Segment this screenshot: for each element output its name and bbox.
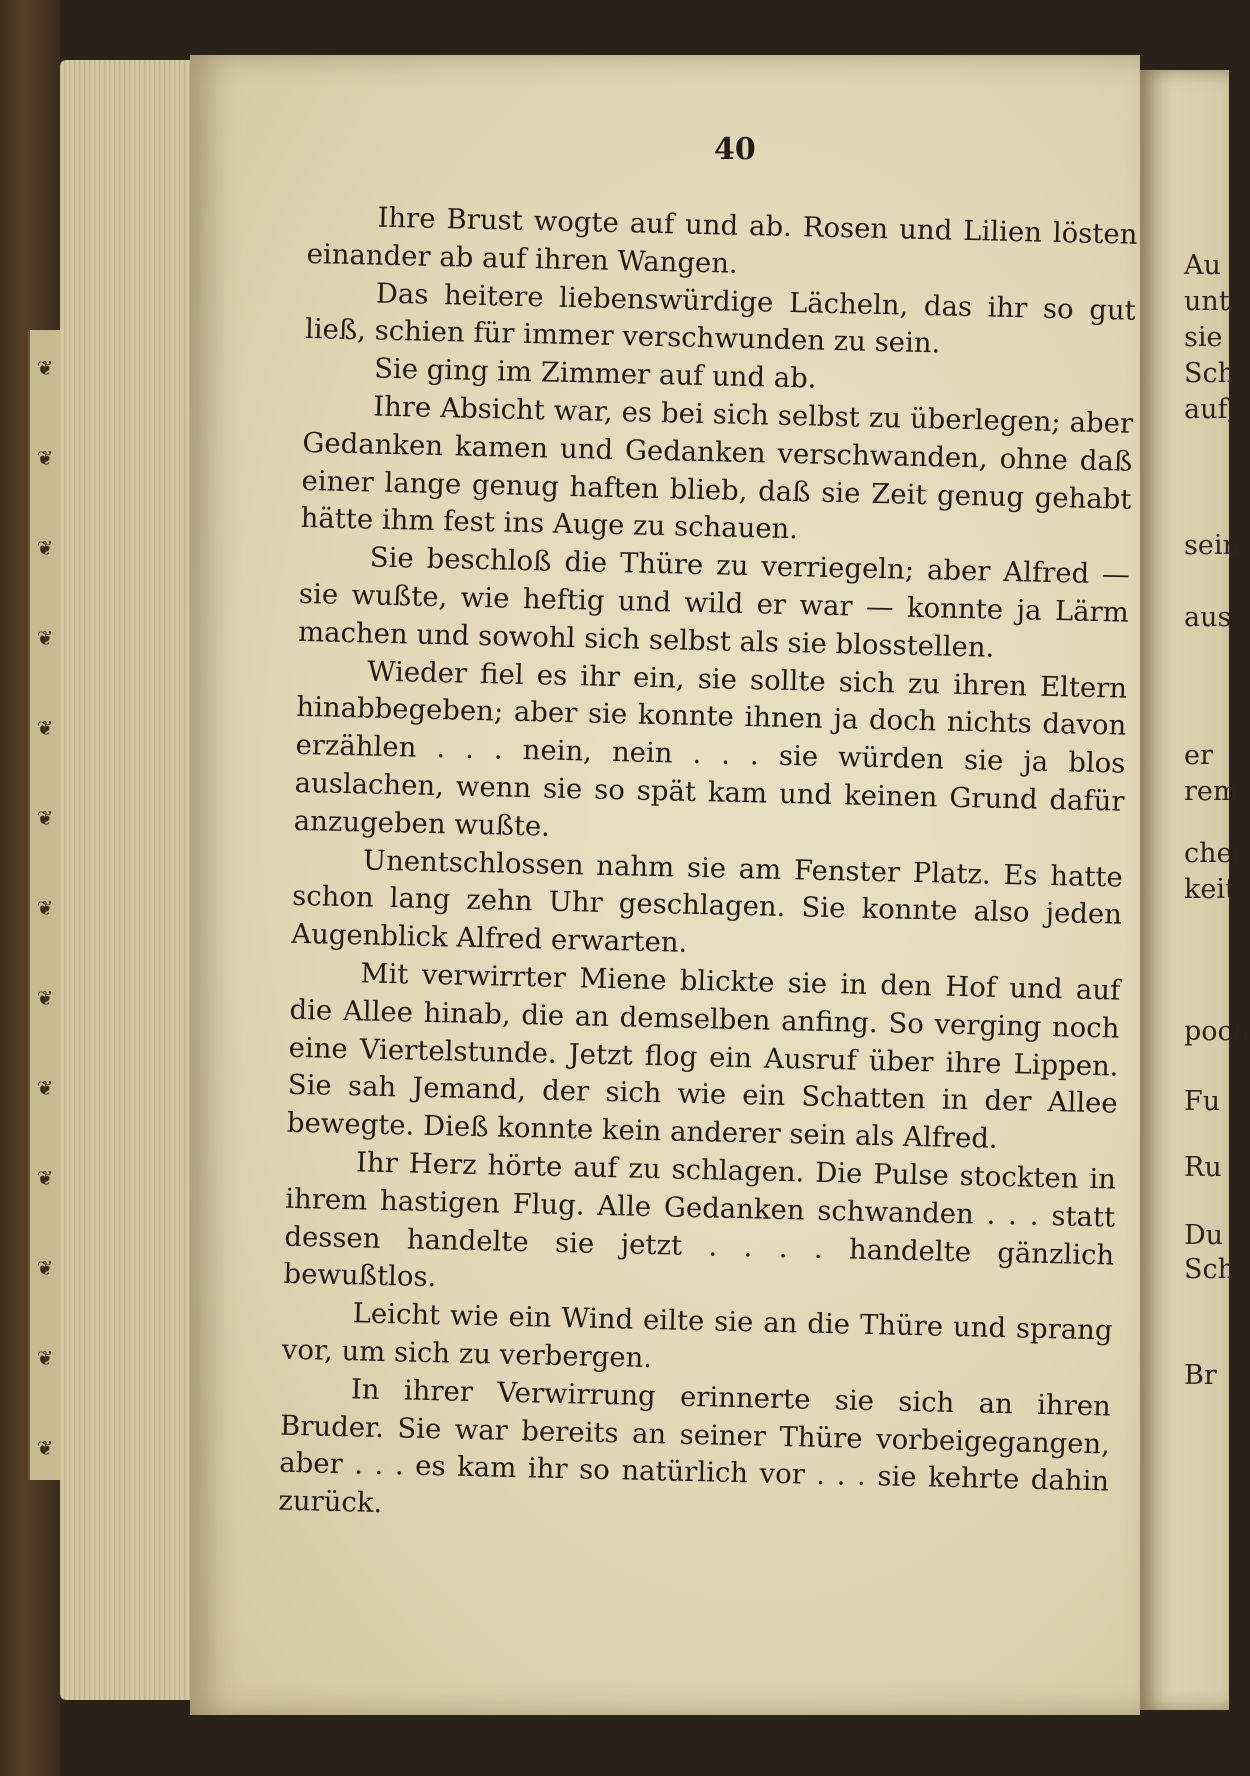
book-binding (0, 0, 60, 1776)
ornament-icon: ❦ (36, 536, 54, 560)
facing-fragment: Br (1184, 1360, 1217, 1391)
paragraph: Das heitere liebenswürdige Lächeln, das ihr so gut ließ, schien für immer verschwunden zu sein. (304, 277, 1137, 360)
facing-fragment: auf, (1184, 394, 1236, 425)
facing-fragment: Sch (1184, 1254, 1236, 1285)
ornament-icon: ❦ (36, 1166, 54, 1190)
ornament-icon: ❦ (36, 1256, 54, 1280)
facing-fragment: sie (1184, 322, 1223, 353)
facing-fragment: unt (1184, 286, 1230, 317)
ornament-icon: ❦ (36, 1346, 54, 1370)
facing-fragment: er (1184, 740, 1213, 771)
paragraph: Sie ging im Zimmer auf und ab. (373, 352, 817, 395)
ornament-icon: ❦ (36, 896, 54, 920)
ornament-icon: ❦ (36, 626, 54, 650)
paragraph: Ihre Absicht war, es bei sich selbst zu überlegen; aber Gedanken kamen und Gedanken verschwanden, ohne daß einer lange genug haften blieb, daß sie Zeit genug gehabt hätte ihm fest ins Auge zu schauen. (300, 390, 1134, 546)
ornament-icon: ❦ (36, 1076, 54, 1100)
paragraph: Sie beschloß die Thüre zu verriegeln; aber Alfred — sie wußte, wie heftig und wild er war — konnte ja Lärm machen und sowohl sich selbst als sie blosstellen. (297, 541, 1131, 664)
ornament-icon: ❦ (36, 446, 54, 470)
facing-fragment: poch (1184, 1016, 1250, 1047)
ornament-icon: ❦ (36, 986, 54, 1010)
facing-fragment: Sch (1184, 358, 1236, 389)
paragraph: Ihre Brust wogte auf und ab. Rosen und Lilien lösten einander ab auf ihren Wangen. (306, 201, 1138, 280)
ornament-icon: ❦ (36, 1436, 54, 1460)
paragraph: Mit verwirrter Miene blickte sie in den Hof und auf die Allee hinab, die an demselben anfing. So verging noch eine Viertelstunde. Jetzt flog ein Ausruf über ihre Lippen. Sie sah Jemand, der sich wie ein Schatten in der Allee bewegte. Dieß konnte kein anderer sein als Alfred. (286, 957, 1121, 1156)
facing-fragment: Ru (1184, 1152, 1222, 1183)
paragraph: Wieder fiel es ihr ein, sie sollte sich zu ihren Eltern hinabbegeben; aber sie konnte ihnen ja doch nichts davon erzählen . . . nein, nein . . . sie würden sie ja blos auslachen, wenn sie so spät kam und keinen Grund dafür anzugeben wußte. (293, 655, 1128, 843)
facing-fragment: cher (1184, 838, 1246, 869)
facing-fragment: Au (1184, 250, 1221, 281)
ornament-icon: ❦ (36, 716, 54, 740)
paragraph: In ihrer Verwirrung erinnerte sie sich an ihren Bruder. Sie war bereits an seiner Thüre vorbeigegangen, aber . . . es kam ihr so natürlich vor . . . sie kehrte dahin zurück. (278, 1372, 1112, 1520)
page-text (278, 198, 1138, 1539)
ornament-icon: ❦ (36, 356, 54, 380)
page-number: 40 (714, 132, 756, 167)
page-edges (60, 60, 210, 1700)
facing-fragment: rem (1184, 776, 1239, 807)
paragraph: Unentschlossen nahm sie am Fenster Platz. Es hatte schon lang zehn Uhr geschlagen. Sie konnte also jeden Augenblick Alfred erwarten. (290, 843, 1124, 959)
facing-fragment: Fu (1184, 1086, 1221, 1117)
facing-fragment: sein (1184, 530, 1240, 561)
facing-fragment: keit (1184, 874, 1236, 905)
facing-page (1140, 70, 1250, 1710)
facing-fragment: Du (1184, 1220, 1224, 1251)
ornament-icon: ❦ (36, 806, 54, 830)
ornament-strip (28, 330, 62, 1480)
facing-fragment: aus (1184, 602, 1232, 633)
paragraph: Leicht wie ein Wind eilte sie an die Thüre und sprang vor, um sich zu verbergen. (281, 1297, 1113, 1375)
paragraph: Ihr Herz hörte auf zu schlagen. Die Pulse stockten in ihrem hastigen Flug. Alle Gedanken schwanden . . . statt dessen handelte sie jetzt . . . . handelte gänzlich bewußtlos. (283, 1146, 1117, 1294)
